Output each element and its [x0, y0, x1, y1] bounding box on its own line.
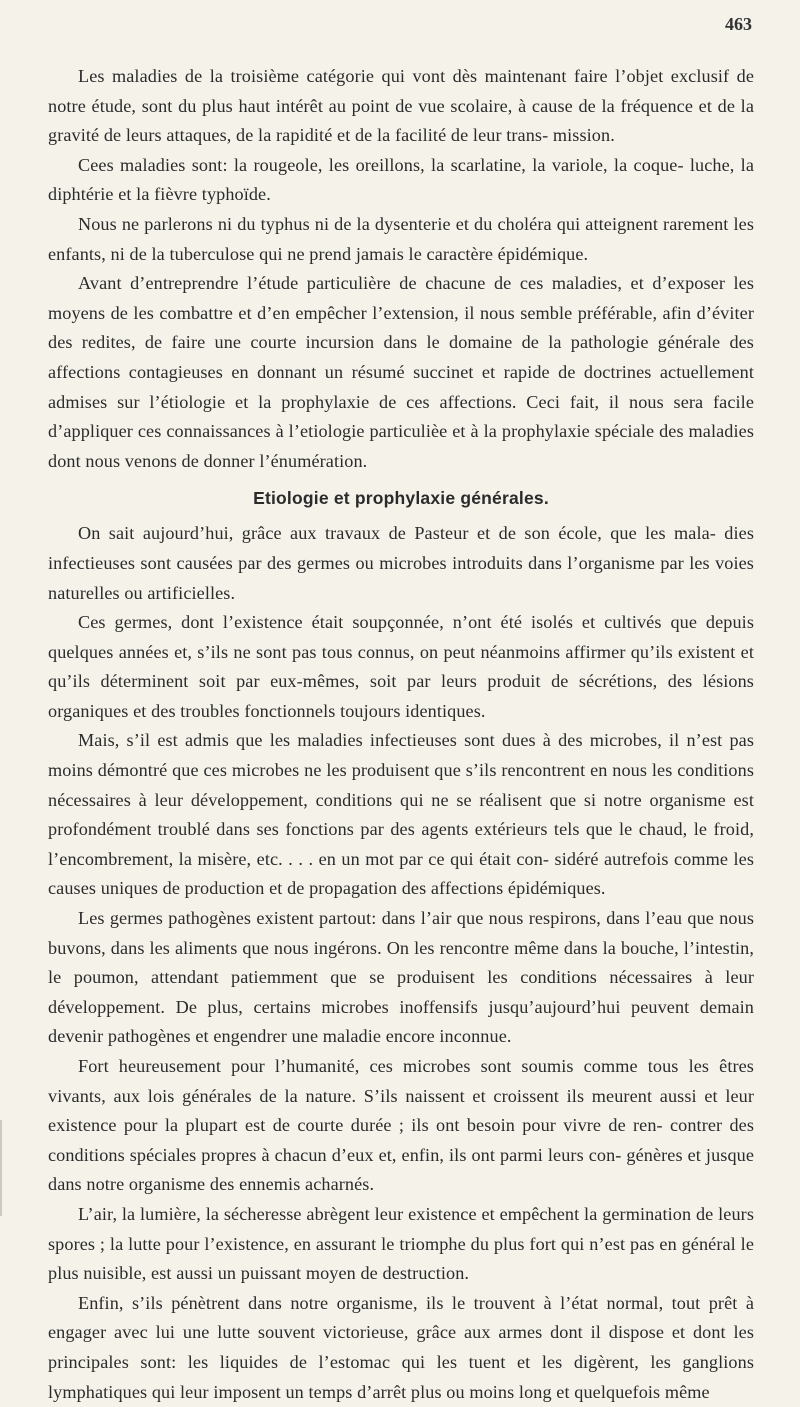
- paragraph-section-2: Ces germes, dont l’existence était soupçonnée, n’ont été isolés et cultivés que depuis quelques années et, s’ils ne sont pas tous connus, on peut néanmoins affirmer qu’ils existent et qu’ils déterminent soit par eux-mêmes, soit par leurs produit de sécrétions, des lésions organiques et des troubles fonctionnels toujours identiques.: [48, 612, 754, 721]
- paragraph-intro-2: Cees maladies sont: la rougeole, les oreillons, la scarlatine, la variole, la coque- luche, la diphtérie et la fièvre typhoïde.: [48, 154, 754, 205]
- paragraph-intro-1: Les maladies de la troisième catégorie qui vont dès maintenant faire l’objet exclusif de notre étude, sont du plus haut intérêt au point de vue scolaire, à cause de la fréquence et de la gravité de leurs attaques, de la rapidité et de la facilité de leur trans- mission.: [48, 66, 754, 146]
- document-body: [48, 62, 754, 1407]
- paragraph-section-1: On sait aujourd’hui, grâce aux travaux de Pasteur et de son école, que les mala- dies infectieuses sont causées par des germes ou microbes introduits dans l’organisme par les voies naturelles ou artificielles.: [48, 523, 754, 603]
- paragraph-section-4: Les germes pathogènes existent partout: dans l’air que nous respirons, dans l’eau que nous buvons, dans les aliments que nous ingérons. On les rencontre même dans la bouche, l’intestin, le poumon, attendant patiemment que se produisent les conditions nécessaires à leur développement. De plus, certains microbes inoffensifs jusqu’aujourd’hui peuvent demain devenir pathogènes et engendrer une maladie encore inconnue.: [48, 908, 754, 1047]
- page-number: 463: [725, 14, 752, 34]
- section-heading: Etiologie et prophylaxie générales.: [253, 488, 549, 509]
- paragraph-section-7: Enfin, s’ils pénètrent dans notre organisme, ils le trouvent à l’état normal, tout prêt à engager avec lui une lutte souvent victorieuse, grâce aux armes dont il dispose et dont les principales sont: les liquides de l’estomac qui les tuent et les digèrent, les ganglions lymphatiques qui leur imposent un temps d’arrêt plus ou moins long et quelquefois même: [48, 1292, 754, 1402]
- page-edge-line: [0, 1120, 2, 1216]
- paragraph-section-6: L’air, la lumière, la sécheresse abrègent leur existence et empêchent la germination de leurs spores ; la lutte pour l’existence, en assurant le triomphe du plus fort qui n’est pas en général le plus nuisible, est aussi un puissant moyen de destruction.: [48, 1203, 754, 1284]
- paragraph-intro-3: Nous ne parlerons ni du typhus ni de la dysenterie et du choléra qui atteignent rarement les enfants, ni de la tuberculose qui ne prend jamais le caractère épidémique.: [48, 213, 754, 264]
- paragraph-intro-4: Avant d’entreprendre l’étude particulière de chacune de ces maladies, et d’exposer les moyens de les combattre et d’en empêcher l’extension, il nous semble préférable, afin d’éviter des redites, de faire une courte incursion dans le domaine de la pathologie générale des affections contagieuses en donnant un résumé succinet et rapide de doctrines actuellement admises sur l’étiologie et la prophylaxie de ces affections. Ceci fait, il nous sera facile d’appliquer ces connaissances à l’etiologie particulièe et à la prophylaxie spéciale des maladies dont nous venons de donner l’énumération.: [48, 273, 754, 471]
- paragraph-section-3: Mais, s’il est admis que les maladies infectieuses sont dues à des microbes, il n’est pas moins démontré que ces microbes ne les produisent que s’ils rencontrent en nous les conditions nécessaires à leur développement, conditions qui ne se réalisent que si notre organisme est profondément troublé dans ses fonctions par des agents extérieurs tels que le chaud, le froid, l’encombrement, la misère, etc. . . . en un mot par ce qui était con- sidéré autrefois comme les causes uniques de production et de propagation des affections épidémiques.: [48, 730, 754, 899]
- paragraph-section-5: Fort heureusement pour l’humanité, ces microbes sont soumis comme tous les êtres vivants, aux lois générales de la nature. S’ils naissent et croissent ils meurent aussi et leur existence pour la plupart est de courte durée ; ils ont besoin pour vivre de ren- contrer des conditions spéciales propres à chacun d’eux et, enfin, ils ont parmi leurs con- génères et jusque dans notre organisme des ennemis acharnés.: [48, 1056, 754, 1195]
